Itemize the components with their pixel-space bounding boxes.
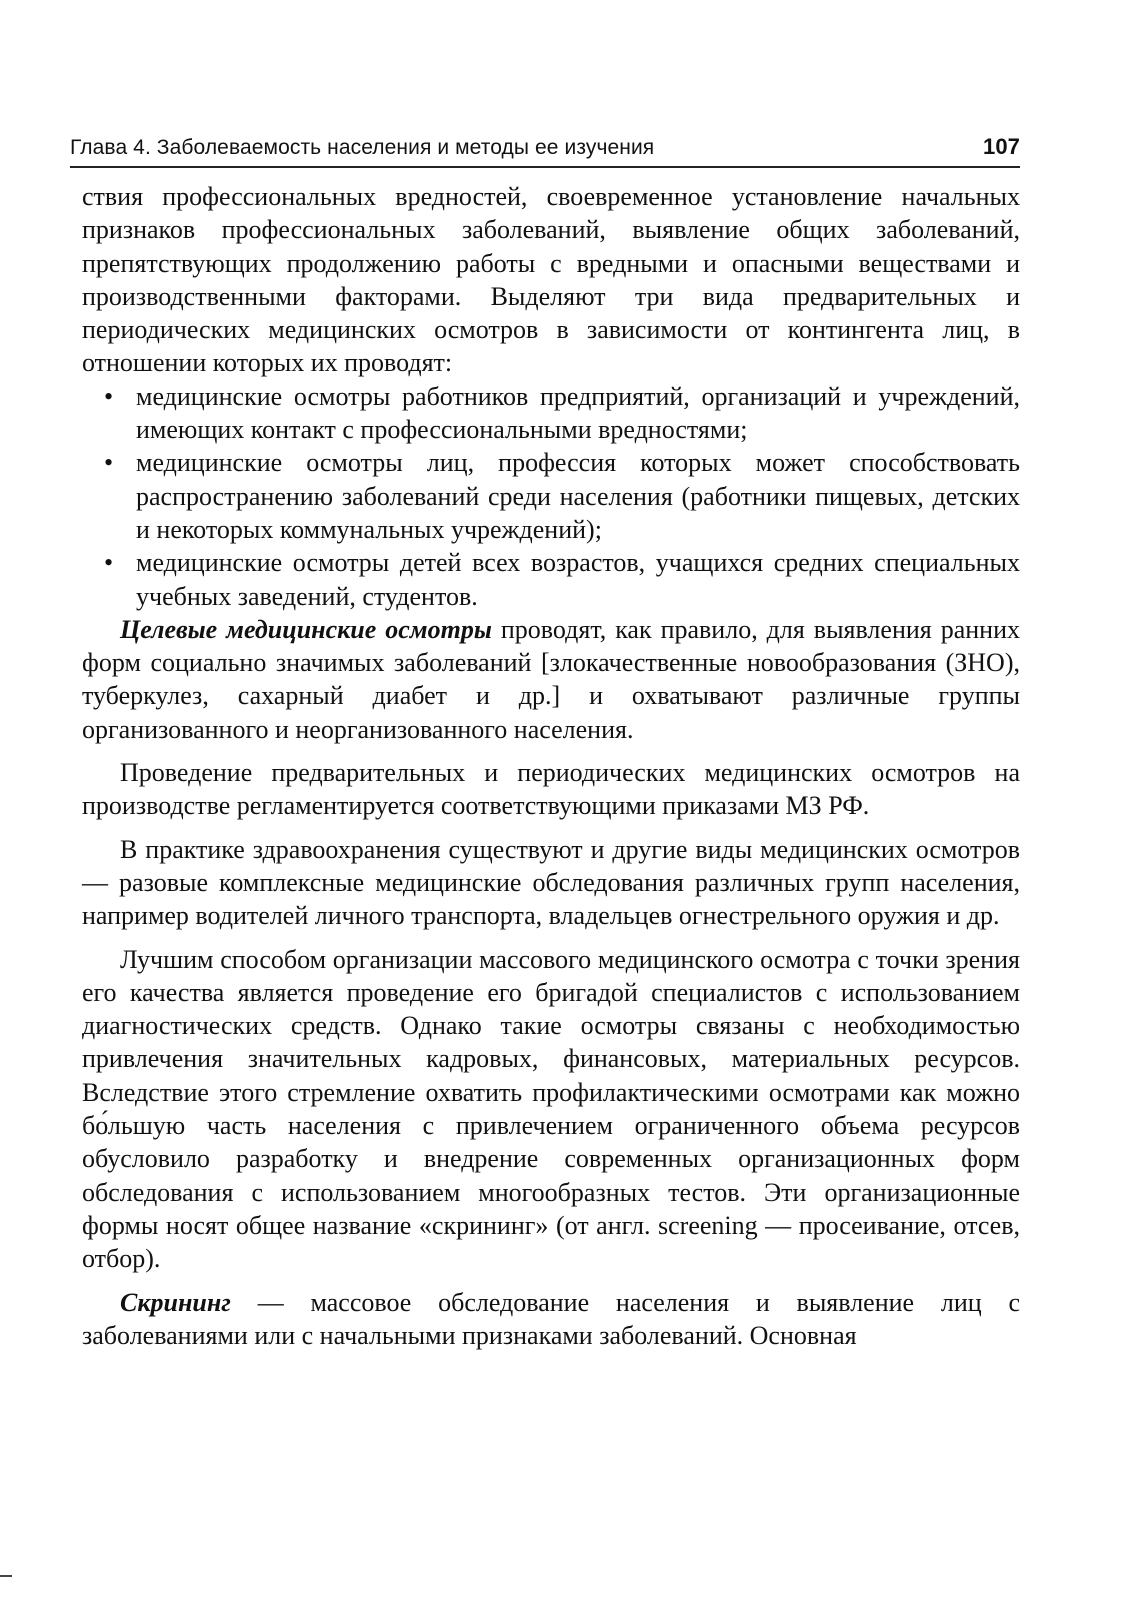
bullet-icon: • (104, 448, 114, 478)
screening-paragraph (82, 1286, 1020, 1353)
term-screening: Скрининг (120, 1287, 231, 1317)
term-targeted-exams: Целевые медицинские осмотры (120, 614, 492, 644)
page-number: 107 (982, 134, 1020, 159)
list-item-text: медицинские осмотры детей всех возрастов, учащихся средних специальных учебных заведений, студентов. (136, 548, 1020, 611)
body-text (82, 180, 1020, 1352)
list-item-text: медицинские осмотры работников предприятий, организаций и учреждений, имеющих контакт с профессиональными вредностями; (136, 381, 1020, 445)
targeted-exams-text: проводят, как правило, для выявления ранних форм социально значимых заболеваний [злокачественные новообразования (ЗНО), туберкулез, сахарный диабет и др.] и охватывают различные группы организованного и неорганизованного населения. (82, 614, 1020, 744)
regulation-paragraph: Проведение предварительных и периодических медицинских осмотров на производстве регламентируется соответствующими приказами МЗ РФ. (82, 758, 1020, 821)
chapter-title: Глава 4. Заболеваемость населения и методы ее изучения (70, 136, 655, 159)
list-item (100, 546, 1020, 613)
list-item (100, 380, 1020, 447)
best-method-paragraph: Лучшим способом организации массового медицинского осмотра с точки зрения его качества является проведение его бригадой специалистов с использованием диагностических средств. Однако такие осмотры связаны с необходимостью привлечения значительных кадровых, финансовых, материальных ресурсов. Вследствие этого стремление охватить профилактическими осмотрами как можно бо́льшую часть населения с привлечением ограниченного объема ресурсов обусловило разработку и внедрение современных организационных форм обследования с использованием многообразных тестов. Эти организационные формы носят общее название «скрининг» (от англ. screening — просеивание, отсев, отбор). (82, 944, 1020, 1274)
bullet-icon: • (104, 548, 114, 578)
bullet-icon: • (104, 381, 114, 411)
list-item (100, 446, 1020, 546)
scan-edge-mark (0, 1575, 12, 1577)
running-header (70, 120, 1020, 168)
targeted-exams-paragraph (82, 613, 1020, 746)
list-item-text: медицинские осмотры лиц, профессия которых может способствовать распространению заболеваний среди населения (работники пищевых, детских и некоторых коммунальных учреждений); (136, 448, 1020, 544)
intro-paragraph: ствия профессиональных вредностей, своевременное установление начальных признаков профессиональных заболеваний, выявление общих заболеваний, препятствующих продолжению работы с вредными и опасными веществами и производственными факторами. Выделяют три вида предварительных и периодических медицинских осмотров в зависимости от контингента лиц, в отношении которых их проводят: (82, 182, 1020, 378)
other-exams-paragraph: В практике здравоохранения существуют и другие виды медицинских осмотров — разовые комплексные медицинские обследования различных групп населения, например водителей личного транспорта, владельцев огнестрельного оружия и др. (82, 834, 1020, 931)
screening-text: — массовое обследование населения и выявление лиц с заболеваниями или с начальными признаками заболеваний. Основная (82, 1287, 1020, 1350)
exam-types-list (82, 380, 1020, 613)
